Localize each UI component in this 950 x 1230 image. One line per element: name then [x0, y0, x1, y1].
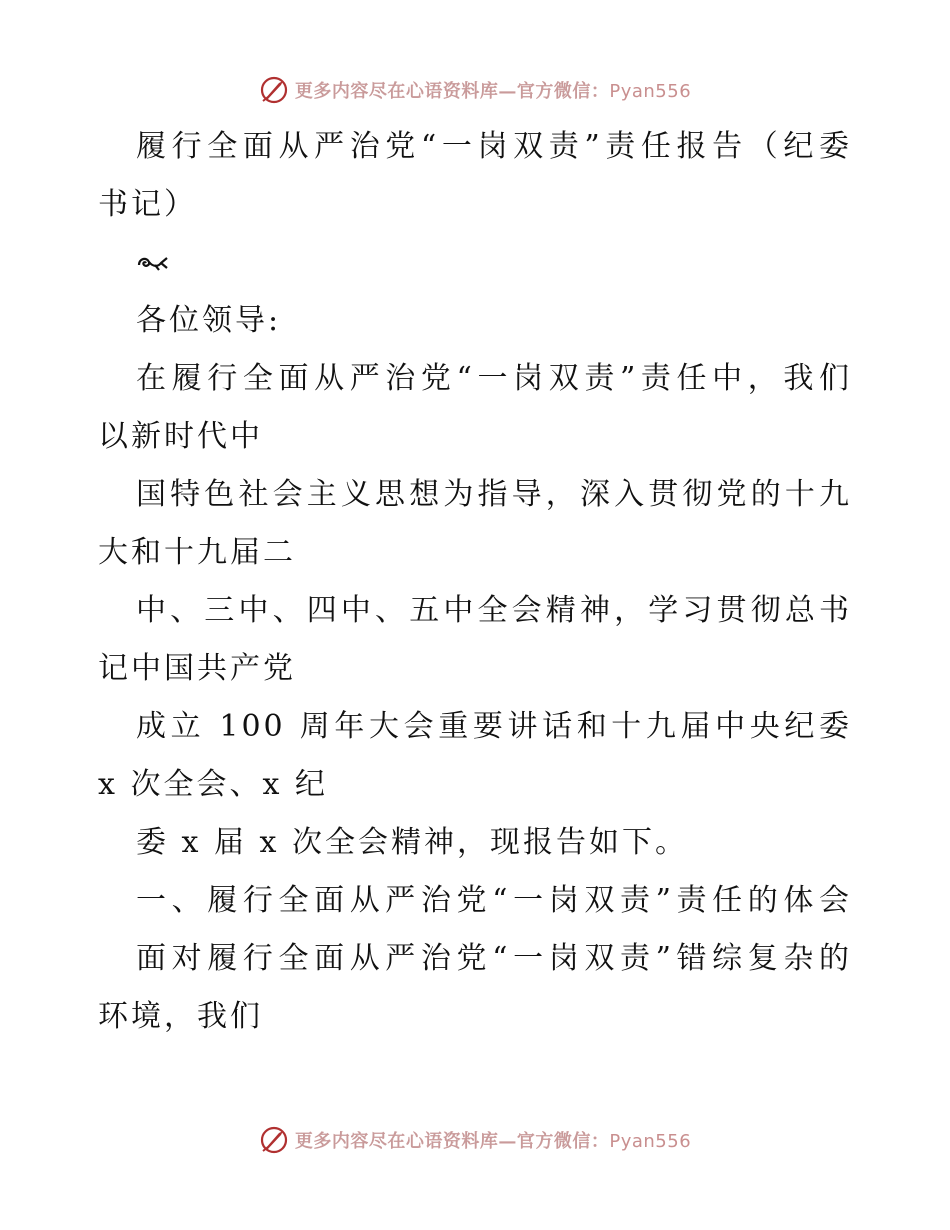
- doc-title-line-2: 书记）: [98, 187, 197, 222]
- section-heading: 一、履行全面从严治党“一岗双责”责任的体会: [136, 883, 852, 918]
- header-banner: [0, 70, 950, 110]
- quill-logo-icon: [259, 75, 289, 105]
- paragraph-line: x 次全会、x 纪: [98, 767, 328, 802]
- banner-wechat-id: Pyan556: [609, 81, 692, 102]
- paragraph-line: 大和十九届二: [98, 535, 296, 570]
- footer-banner: [0, 1120, 950, 1160]
- ornament-row: [98, 234, 858, 292]
- paragraph-line: 以新时代中: [98, 419, 263, 454]
- paragraph-line: 记中国共产党: [98, 651, 296, 686]
- fleuron-ornament-icon: [136, 252, 170, 274]
- paragraph-line: 环境，我们: [98, 999, 263, 1034]
- banner-label: 更多内容尽在心语资料库—官方微信：: [294, 1131, 610, 1152]
- paragraph-line: 国特色社会主义思想为指导，深入贯彻党的十九: [136, 477, 852, 512]
- quill-logo-icon: [259, 1125, 289, 1155]
- paragraph-line: 在履行全面从严治党“一岗双责”责任中，我们: [136, 361, 852, 396]
- doc-title-line-1: 履行全面从严治党“一岗双责”责任报告（纪委: [136, 129, 852, 164]
- paragraph-line: 面对履行全面从严治党“一岗双责”错综复杂的: [136, 941, 852, 976]
- banner-label: 更多内容尽在心语资料库—官方微信：: [294, 81, 610, 102]
- document-body: [98, 118, 858, 1046]
- paragraph-line: 中、三中、四中、五中全会精神，学习贯彻总书: [136, 593, 852, 628]
- paragraph-line: 成立 100 周年大会重要讲话和十九届中央纪委: [136, 709, 852, 744]
- paragraph-line: 委 x 届 x 次全会精神，现报告如下。: [136, 825, 688, 860]
- salutation: 各位领导:: [136, 303, 282, 338]
- banner-text: [295, 77, 691, 103]
- banner-wechat-id: Pyan556: [609, 1131, 692, 1152]
- banner-text: [295, 1127, 691, 1153]
